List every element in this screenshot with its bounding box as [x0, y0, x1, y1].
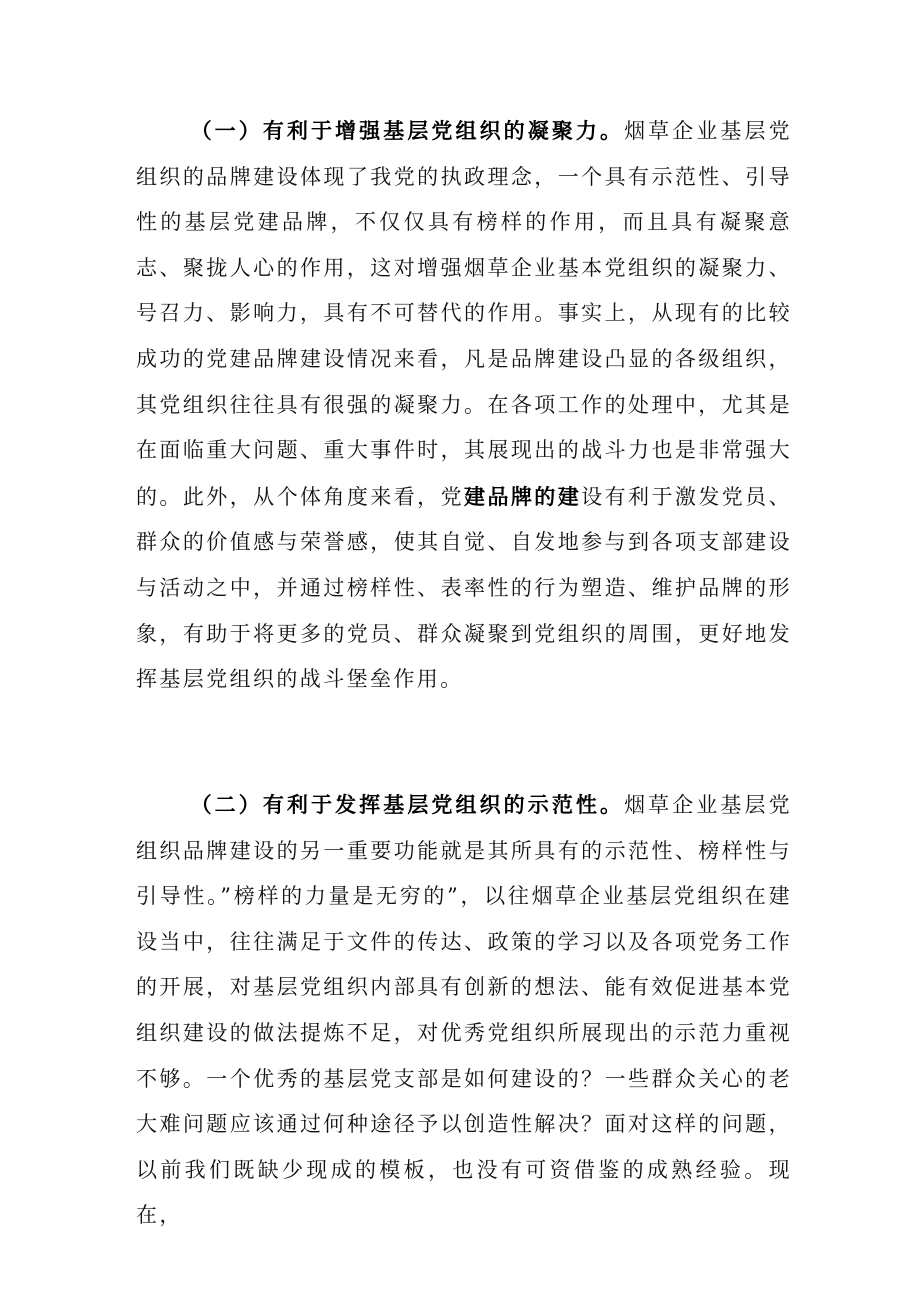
paragraph-body: 烟草企业基层党组织的品牌建设体现了我党的执政理念，一个具有示范性、引导性的基层党建品牌，不仅仅具有榜样的作用，而且具有凝聚意志、聚拢人心的作用，这对增强烟草企业基本党组织的凝聚力、号召力、影响力，具有不可替代的作用。事实上，从现有的比较成功的党建品牌建设情况来看，凡是品牌建设凸显的各级组织，其党组织往往具有很强的凝聚力。在各项工作的处理中，尤其是在面临重大问题、重大事件时，其展现出的战斗力也是非常强大的。此外，从个体角度来看，党: [136, 119, 792, 509]
paragraph-demonstration: [136, 782, 792, 1239]
emphasized-text: 建品牌的建: [464, 483, 582, 509]
paragraph-heading: （一）有利于增强基层党组织的凝聚力。: [190, 118, 625, 143]
paragraph-heading: （二）有利于发挥基层党组织的示范性。: [190, 792, 625, 817]
paragraph-cohesion: [136, 108, 792, 703]
paragraph-body-continued: 设有利于激发党员、群众的价值感与荣誉感，使其自觉、自发地参与到各项支部建设与活动之中，并通过榜样性、表率性的行为塑造、维护品牌的形象，有助于将更多的党员、群众凝聚到党组织的周围，更好地发挥基层党组织的战斗堡垒作用。: [136, 484, 793, 692]
paragraph-body: 烟草企业基层党组织品牌建设的另一重要功能就是其所具有的示范性、榜样性与引导性。”榜样的力量是无穷的”，以往烟草企业基层党组织在建设当中，往往满足于文件的传达、政策的学习以及各项党务工作的开展，对基层党组织内部具有创新的想法、能有效促进基本党组织建设的做法提炼不足，对优秀党组织所展现出的示范力重视不够。一个优秀的基层党支部是如何建设的？一些群众关心的老大难问题应该通过何种途径予以创造性解决？面对这样的问题，以前我们既缺少现成的模板，也没有可资借鉴的成熟经验。现在，: [136, 793, 792, 1228]
